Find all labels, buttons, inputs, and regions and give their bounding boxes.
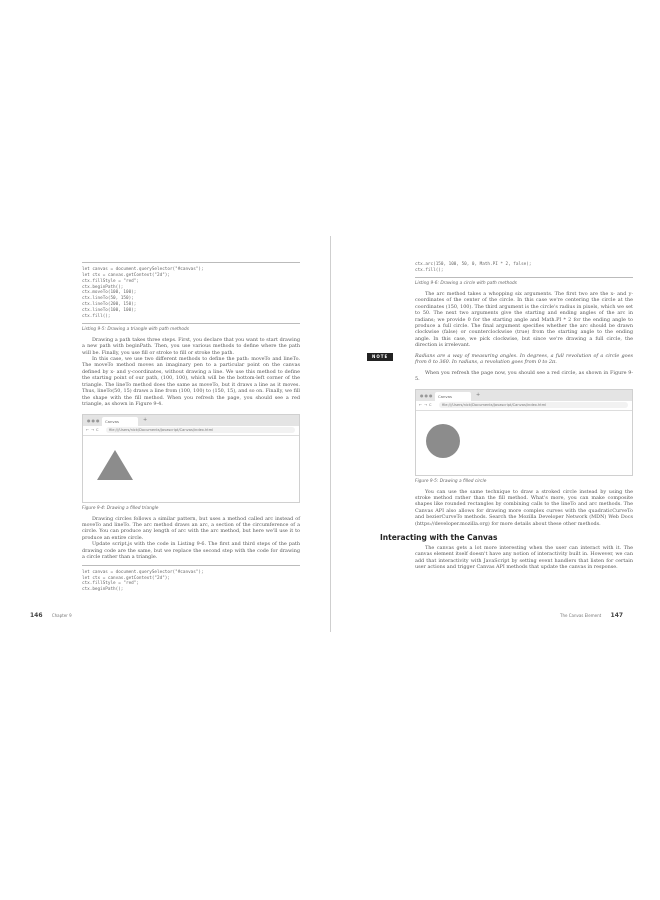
code-listing-9-5: let canvas = document.querySelector("#canvas"); let ctx = canvas.getContext("2d"); ctx.fillStyle = "red"; ctx.beginPath(); ctx.moveTo(100, 100); ctx.lineTo(50, 150); ctx.lineTo(200, 150); ctx.lineTo(100, 100); ctx.fill(); (82, 267, 204, 319)
note-text: Radians are a way of measuring angles. In degrees, a full revolution of a circle goes from 0 to 360. In radians, a revolution goes from 0 to 2π. (415, 352, 633, 366)
chapter-label: Chapter 9 (51, 613, 72, 618)
paragraph: The canvas gets a lot more interesting when the user can interact with it. The canvas element itself doesn't have any notion of interactivity built in. However, we can add that interactivity with JavaScript by setting event handlers that listen for certain user actions and trigger Canvas API methods that update the canvas in response. (415, 544, 633, 571)
url-field: file:///Users/nick/Documents/Javascript/Canvas/index.html (106, 427, 295, 433)
window-controls-icon: ●●● (87, 417, 101, 423)
right-page (372, 262, 633, 571)
note-box (372, 352, 633, 366)
red-circle-shape (426, 424, 460, 458)
code-rule-top (82, 565, 300, 566)
code-rule-bottom (82, 323, 300, 324)
listing-caption: Listing 9-6: Drawing a circle with path methods (415, 280, 517, 286)
canvas-drawing (416, 411, 632, 475)
figure-browser-window (415, 389, 633, 476)
nav-arrows-icon: ←→C (419, 402, 434, 407)
browser-tab: Canvas (435, 392, 471, 401)
canvas-area (83, 436, 299, 502)
window-controls-icon: ●●● (420, 392, 434, 398)
address-bar (416, 401, 632, 411)
left-footer (30, 612, 72, 619)
note-label: NOTE (367, 353, 393, 361)
left-page (82, 262, 300, 596)
code-listing-9-6-start: let canvas = document.querySelector("#canvas"); let ctx = canvas.getContext("2d"); ctx.fillStyle = "red"; ctx.beginPath(); (82, 569, 204, 593)
paragraph: The arc method takes a whopping six arguments. The first two are the x- and y-coordinates of the center of the circle. In this case we're centering the circle at the coordinates (150, 100). The third argument is the circle's radius in pixels, which we set to 50. The next two arguments give the starting and ending angles of the arc in radians; we provide 0 for the starting angle and Math.PI * 2 for the ending angle to produce a full circle. The final argument specifies whether the arc should be drawn clockwise (false) or counterclockwise (true) from the starting angle to the ending angle. In this case, we pick clockwise, but since we're drawing a full circle, the direction is irrelevant. (415, 290, 633, 349)
new-tab-icon: + (143, 416, 148, 423)
nav-arrows-icon: ←→C (86, 427, 101, 432)
right-footer (560, 612, 623, 619)
address-bar (83, 426, 299, 436)
paragraph: Update script.js with the code in Listing 9-6. The first and third steps of the path drawing code are the same, but we replace the second step with the code for drawing a circle rather than a triangle. (82, 541, 300, 561)
paragraph: Drawing a path takes three steps. First, you declare that you want to start drawing a new path with beginPath. Then, you use various methods to define where the path will be. Finally, you use fill or stroke to fill or stroke the path. (82, 336, 300, 356)
listing-caption: Listing 9-5: Drawing a triangle with path methods (82, 326, 189, 332)
page-gutter-divider (330, 236, 331, 632)
code-rule-top (82, 262, 300, 263)
section-heading: Interacting with the Canvas (380, 533, 498, 543)
paragraph: Drawing circles follows a similar pattern, but uses a method called arc instead of moveTo and lineTo. The arc method draws an arc, a section of the circumference of a circle. You can produce any length of arc with the arc method, but here we'll use it to produce an entire circle. (82, 515, 300, 541)
canvas-drawing (83, 436, 299, 502)
page-number: 147 (610, 612, 624, 619)
browser-tab-bar (83, 415, 299, 426)
figure-browser-window (82, 414, 300, 503)
code-listing-9-6-end: ctx.arc(150, 100, 50, 0, Math.PI * 2, false); ctx.fill(); (415, 262, 532, 273)
code-rule-bottom (415, 277, 633, 278)
paragraph: When you refresh the page now, you should see a red circle, as shown in Figure 9-5. (415, 369, 633, 383)
browser-tab-bar (416, 390, 632, 401)
page-number: 146 (30, 612, 43, 619)
url-field: file:///Users/nick/Documents/Javascript/Canvas/index.html (439, 402, 628, 408)
figure-caption: Figure 9-5: Drawing a filled circle (415, 478, 487, 484)
paragraph: In this case, we use two different methods to define the path: moveTo and lineTo. The moveTo method moves an imaginary pen to a particular point on the canvas defined by x- and y-coordinates, without drawing a line. We use this method to define the starting point of our path, (100, 100), which will be the bottom-left corner of the triangle. The lineTo method does the same as moveTo, but it draws a line as it moves. Thus, lineTo(50, 15) draws a line from (100, 100) to (150, 15), and so on. Finally, we fill the shape with the fill method. When you refresh the page, you should see a red triangle, as shown in Figure 9-4. (82, 355, 300, 408)
canvas-area (416, 411, 632, 475)
chapter-title-label: The Canvas Element (560, 613, 602, 618)
figure-caption: Figure 9-4: Drawing a filled triangle (82, 505, 159, 511)
new-tab-icon: + (476, 391, 481, 398)
red-triangle-shape (97, 450, 133, 480)
browser-tab: Canvas (102, 417, 138, 426)
paragraph: You can use the same technique to draw a stroked circle instead by using the stroke method rather than the fill method. What's more, you can make composite shapes like rounded rectangles by combining calls to the lineTo and arc methods. The Canvas API also allows for drawing more complex curves with the quadraticCurveTo and bezierCurveTo methods. Search the Mozilla Developer Network (MDN) Web Docs (https://developer.mozilla.org) for more details about these other methods. (415, 488, 633, 527)
